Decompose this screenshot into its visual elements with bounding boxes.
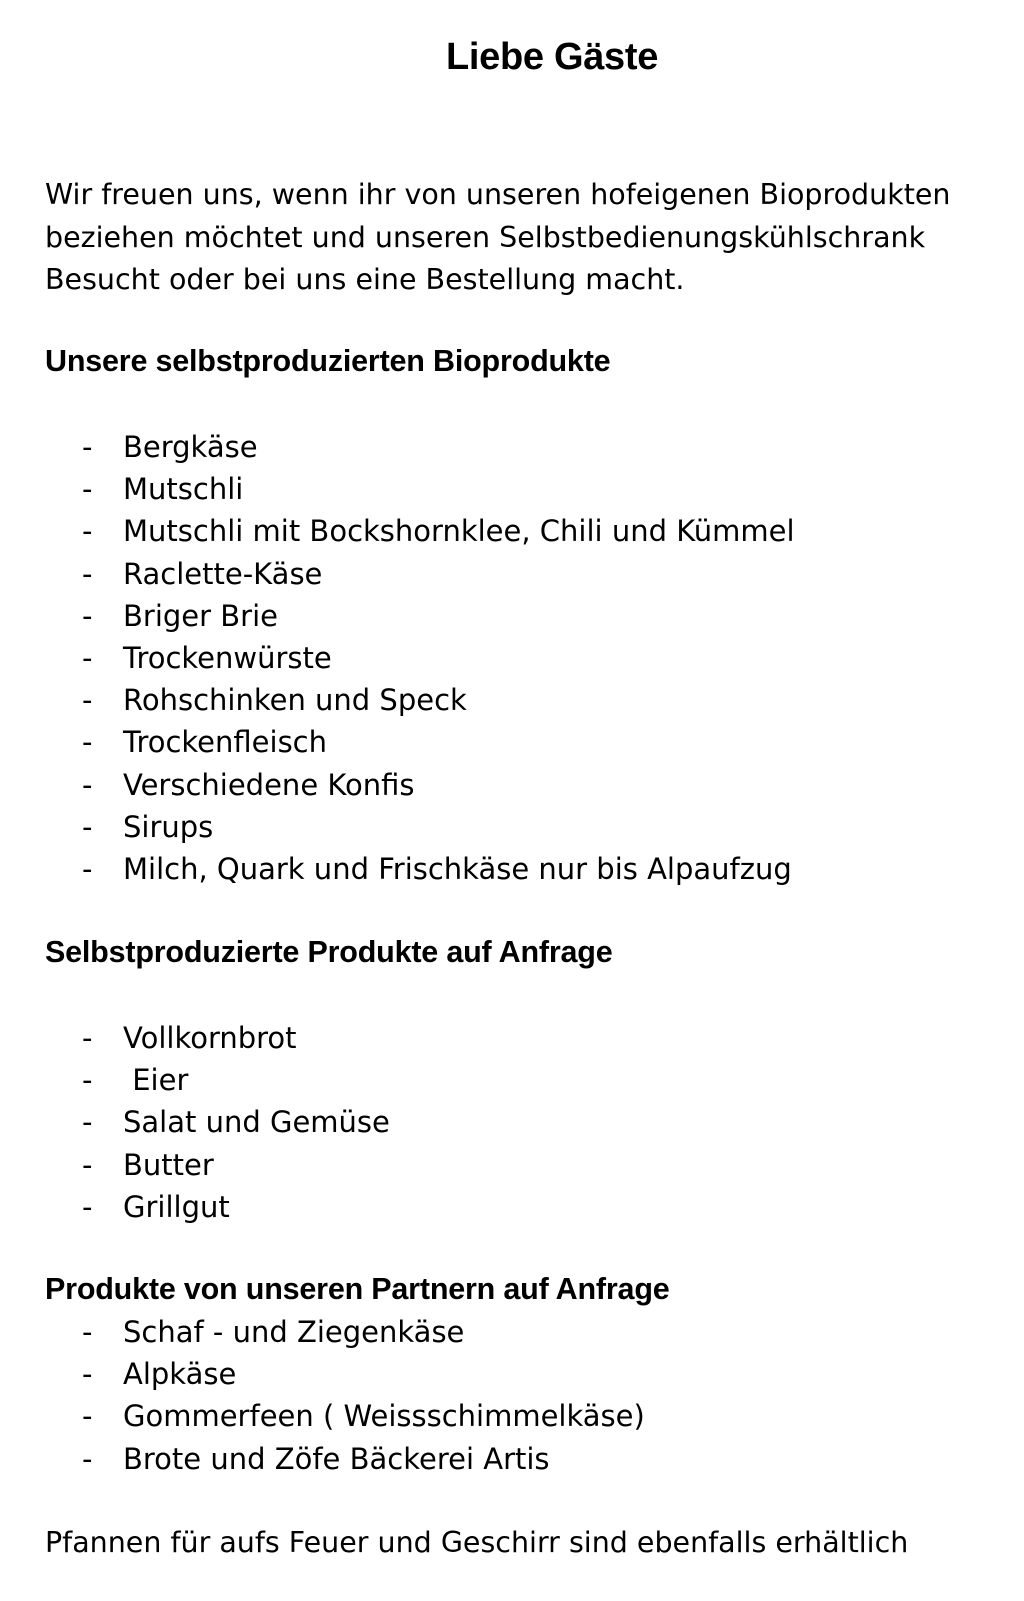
intro-line: beziehen möchtet und unseren Selbstbedienungskühlschrank	[45, 220, 926, 254]
footer-note: Pfannen für aufs Feuer und Geschirr sind ebenfalls erhältlich	[45, 1526, 909, 1559]
list-item	[82, 721, 795, 763]
section-heading-own-products: Unsere selbstproduzierten Bioprodukte	[45, 344, 611, 378]
list-item	[82, 1059, 390, 1101]
list-item-text: Brote und Zöfe Bäckerei Artis	[123, 1441, 550, 1476]
list-item	[82, 553, 795, 595]
list-item-text: Schaf - und Ziegenkäse	[123, 1315, 465, 1349]
bullet-dash: -	[82, 683, 93, 718]
list-item	[82, 1101, 390, 1143]
section-heading-partner-products: Produkte von unseren Partnern auf Anfrage	[45, 1272, 670, 1306]
list-item	[82, 595, 795, 637]
bullet-dash: -	[82, 1105, 93, 1140]
list-item	[82, 1186, 390, 1228]
bullet-dash: -	[82, 556, 93, 591]
own-products-list	[82, 426, 795, 890]
list-item-text: Eier	[123, 1063, 189, 1098]
on-request-list	[82, 1017, 390, 1228]
list-item-text: Trockenfleisch	[123, 725, 328, 760]
list-item	[82, 426, 795, 468]
intro-line: Wir freuen uns, wenn ihr von unseren hofeigenen Bioprodukten	[45, 178, 951, 211]
list-item-text: Alpkäse	[123, 1357, 237, 1392]
bullet-dash: -	[82, 1063, 93, 1098]
bullet-dash: -	[82, 809, 93, 844]
list-item-text: Vollkornbrot	[123, 1021, 297, 1055]
bullet-dash: -	[82, 1315, 93, 1349]
intro-line: Besucht oder bei uns eine Bestellung macht.	[45, 263, 685, 296]
list-item	[82, 1144, 390, 1186]
bullet-dash: -	[82, 1189, 93, 1224]
list-item	[82, 1438, 645, 1480]
list-item-text: Salat und Gemüse	[123, 1105, 390, 1140]
list-item-text: Butter	[123, 1147, 214, 1182]
list-item-text: Raclette-Käse	[123, 556, 323, 591]
list-item-text: Rohschinken und Speck	[123, 683, 467, 718]
bullet-dash: -	[82, 1357, 93, 1392]
bullet-dash: -	[82, 598, 93, 633]
bullet-dash: -	[82, 514, 93, 549]
list-item	[82, 806, 795, 848]
bullet-dash: -	[82, 767, 93, 802]
list-item-text: Grillgut	[123, 1189, 230, 1224]
list-item	[82, 1353, 645, 1395]
bullet-dash: -	[82, 1441, 93, 1476]
section-heading-on-request: Selbstproduzierte Produkte auf Anfrage	[45, 935, 613, 969]
bullet-dash: -	[82, 640, 93, 675]
bullet-dash: -	[82, 725, 93, 760]
bullet-dash: -	[82, 430, 93, 464]
list-item-text: Briger Brie	[123, 598, 278, 633]
bullet-dash: -	[82, 851, 93, 886]
intro-paragraph	[45, 174, 1015, 302]
list-item	[82, 468, 795, 510]
list-item-text: Milch, Quark und Frischkäse nur bis Alpaufzug	[123, 851, 792, 886]
list-item	[82, 848, 795, 890]
list-item-text: Bergkäse	[123, 430, 258, 464]
bullet-dash: -	[82, 1021, 93, 1055]
list-item-text: Verschiedene Konfis	[123, 767, 415, 802]
list-item-text: Sirups	[123, 809, 214, 844]
bullet-dash: -	[82, 472, 93, 507]
partner-products-list	[82, 1311, 645, 1480]
document-title: Liebe Gäste	[445, 36, 659, 78]
list-item-text: Gommerfeen ( Weissschimmelkäse)	[123, 1399, 645, 1434]
bullet-dash: -	[82, 1399, 93, 1434]
list-item	[82, 1395, 645, 1437]
bullet-dash: -	[82, 1147, 93, 1182]
list-item-text: Mutschli	[123, 472, 244, 507]
list-item	[82, 510, 795, 552]
list-item	[82, 1311, 645, 1353]
list-item	[82, 764, 795, 806]
list-item-text: Trockenwürste	[123, 640, 332, 675]
list-item	[82, 679, 795, 721]
list-item-text: Mutschli mit Bockshornklee, Chili und Kümmel	[123, 514, 795, 549]
list-item	[82, 1017, 390, 1059]
list-item	[82, 637, 795, 679]
